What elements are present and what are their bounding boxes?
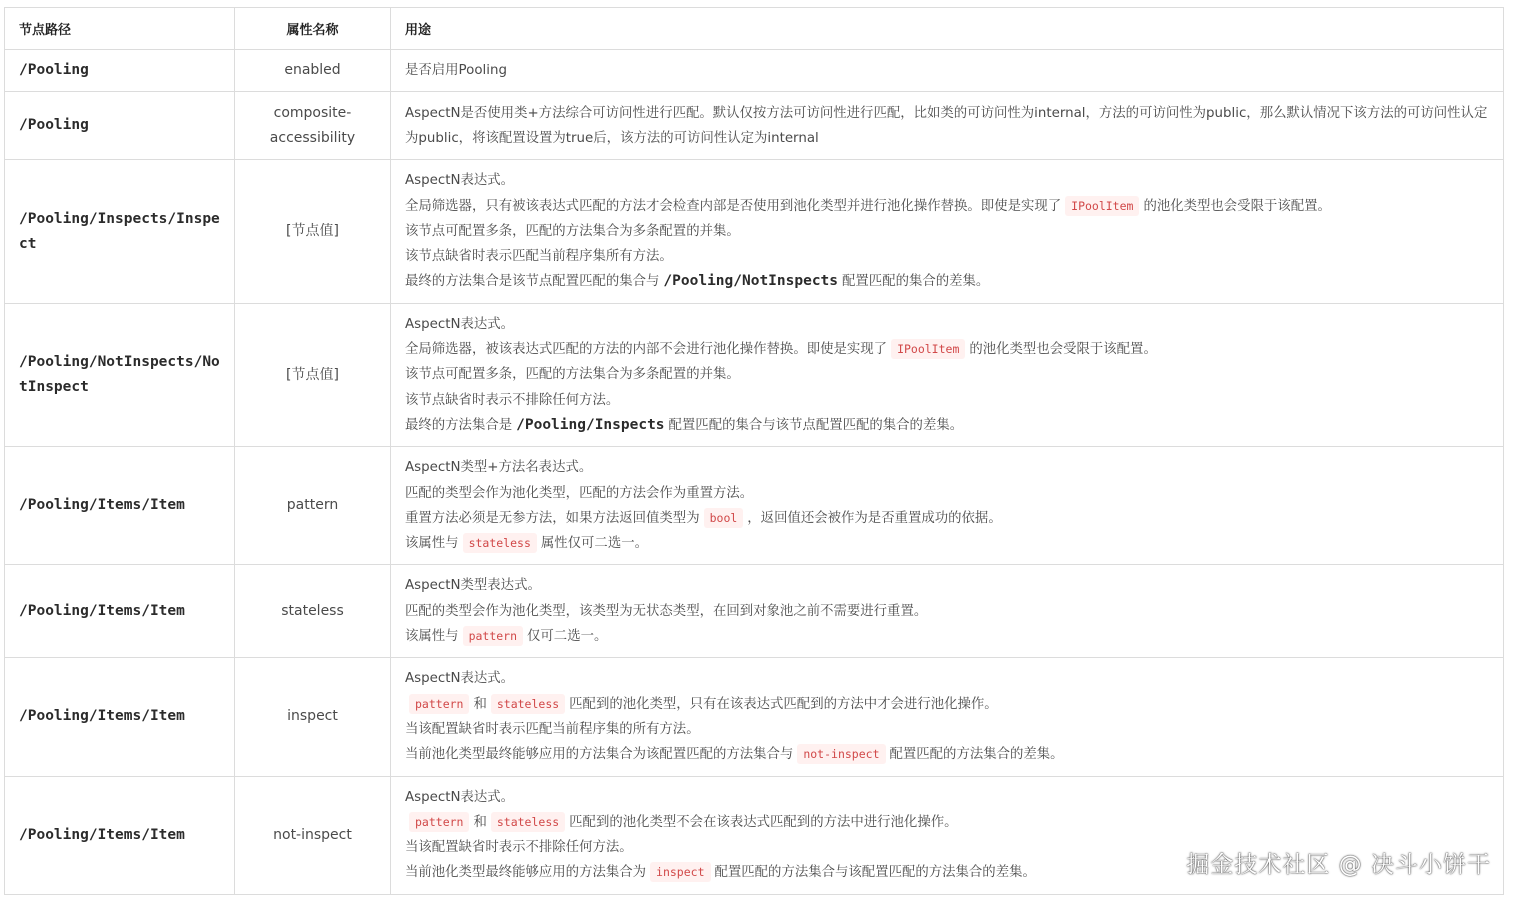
inline-code: not-inspect (797, 744, 885, 764)
usage-text: 配置匹配的方法集合与该配置匹配的方法集合的差集。 (714, 865, 1036, 881)
attribute-name-cell: enabled (235, 50, 391, 92)
usage-text: 的池化类型也会受限于该配置。 (969, 342, 1157, 358)
node-path-reference: /Pooling/Inspects (516, 416, 665, 433)
node-path-cell: /Pooling/Inspects/Inspect (5, 160, 235, 303)
attribute-name-cell: stateless (235, 565, 391, 658)
usage-cell (391, 50, 1504, 92)
table-body (5, 50, 1504, 895)
inline-code: pattern (409, 694, 469, 714)
usage-cell (391, 565, 1504, 658)
usage-text: 最终的方法集合是 (405, 417, 513, 433)
usage-line (405, 455, 1489, 480)
table-row (5, 658, 1504, 776)
usage-line (405, 785, 1489, 810)
usage-text: 当该配置缺省时表示匹配当前程序集的所有方法。 (405, 721, 700, 737)
usage-text: 匹配到的池化类型，只有在该表达式匹配到的方法中才会进行池化操作。 (569, 696, 998, 712)
usage-line (405, 810, 1489, 835)
table-header-row (5, 8, 1504, 50)
usage-line (405, 219, 1489, 244)
inline-code: bool (704, 508, 744, 528)
usage-text: AspectN表达式。 (405, 671, 515, 687)
usage-text: AspectN类型表达式。 (405, 578, 541, 594)
node-path-cell: /Pooling/Items/Item (5, 658, 235, 776)
usage-text: 配置匹配的集合与该节点配置匹配的集合的差集。 (668, 417, 964, 433)
usage-text: 配置匹配的方法集合的差集。 (889, 747, 1064, 763)
attribute-name-cell: [节点值] (235, 160, 391, 303)
usage-line (405, 168, 1489, 193)
table-row (5, 50, 1504, 92)
table-row (5, 160, 1504, 303)
usage-line (405, 58, 1489, 83)
usage-text: 该节点缺省时表示匹配当前程序集所有方法。 (405, 249, 673, 265)
usage-text: 全局筛选器，被该表达式匹配的方法的内部不会进行池化操作替换。即使是实现了 (405, 342, 888, 358)
attribute-name-cell: not-inspect (235, 776, 391, 894)
inline-code: stateless (491, 694, 565, 714)
usage-line (405, 413, 1489, 438)
header-attribute-name: 属性名称 (235, 8, 391, 50)
node-path-reference: /Pooling/NotInspects (663, 273, 839, 290)
usage-line (405, 573, 1489, 598)
usage-cell (391, 658, 1504, 776)
usage-line (405, 506, 1489, 531)
usage-cell (391, 160, 1504, 303)
attribute-name-cell: inspect (235, 658, 391, 776)
usage-line (405, 666, 1489, 691)
usage-line (405, 624, 1489, 649)
usage-text: 该节点可配置多条，匹配的方法集合为多条配置的并集。 (405, 223, 740, 239)
usage-line (405, 481, 1489, 506)
usage-text: 和 (473, 814, 487, 830)
usage-text: 全局筛选器，只有被该表达式匹配的方法才会检查内部是否使用到池化类型并进行池化操作替换。即使是实现了 (405, 198, 1062, 214)
usage-line (405, 599, 1489, 624)
usage-text: 最终的方法集合是该节点配置匹配的集合与 (405, 274, 660, 290)
usage-line (405, 269, 1489, 294)
usage-line (405, 742, 1489, 767)
node-path-cell: /Pooling/NotInspects/NotInspect (5, 303, 235, 446)
usage-text: 重置方法必须是无参方法，如果方法返回值类型为 (405, 510, 700, 526)
usage-text: 匹配的类型会作为池化类型，该类型为无状态类型，在回到对象池之前不需要进行重置。 (405, 603, 928, 619)
table-row (5, 303, 1504, 446)
usage-text: ，返回值还会被作为是否重置成功的依据。 (747, 510, 1002, 526)
usage-text: AspectN是否使用类+方法综合可访问性进行匹配。默认仅按方法可访问性进行匹配，比如类的可访问性为internal，方法的可访问性为public，那么默认情况下该方法的可访问性认定为public，将该配置设置为true后，该方法的可访问性认定为internal (405, 105, 1488, 146)
node-path-cell: /Pooling/Items/Item (5, 776, 235, 894)
usage-text: 当该配置缺省时表示不排除任何方法。 (405, 840, 633, 856)
usage-text: 当前池化类型最终能够应用的方法集合为 (405, 865, 647, 881)
usage-line (405, 388, 1489, 413)
node-path-cell: /Pooling/Items/Item (5, 565, 235, 658)
usage-line (405, 531, 1489, 556)
usage-text: AspectN表达式。 (405, 173, 515, 189)
config-table (4, 7, 1504, 895)
usage-line (405, 194, 1489, 219)
header-node-path: 节点路径 (5, 8, 235, 50)
usage-text: 该节点缺省时表示不排除任何方法。 (405, 392, 620, 408)
inline-code: IPoolItem (891, 339, 965, 359)
inline-code: inspect (650, 862, 710, 882)
table-row (5, 447, 1504, 565)
usage-text: 是否启用Pooling (405, 63, 507, 78)
usage-line (405, 692, 1489, 717)
usage-line (405, 362, 1489, 387)
usage-line (405, 101, 1489, 152)
inline-code: pattern (409, 812, 469, 832)
header-usage: 用途 (391, 8, 1504, 50)
usage-text: 该节点可配置多条，匹配的方法集合为多条配置的并集。 (405, 367, 740, 383)
usage-text: 该属性与 (405, 629, 459, 645)
inline-code: IPoolItem (1065, 196, 1139, 216)
usage-text: 的池化类型也会受限于该配置。 (1143, 198, 1331, 214)
table-row (5, 565, 1504, 658)
usage-text: 仅可二选一。 (527, 629, 608, 645)
inline-code: stateless (463, 533, 537, 553)
usage-text: 配置匹配的集合的差集。 (842, 274, 990, 290)
usage-text: 匹配的类型会作为池化类型，匹配的方法会作为重置方法。 (405, 485, 754, 501)
usage-text: 属性仅可二选一。 (540, 536, 648, 552)
watermark: 掘金技术社区 @ 决斗小饼干 (1186, 852, 1491, 878)
usage-text: AspectN类型+方法名表达式。 (405, 460, 593, 476)
attribute-name-cell: pattern (235, 447, 391, 565)
usage-cell (391, 303, 1504, 446)
usage-text: 当前池化类型最终能够应用的方法集合为该配置匹配的方法集合与 (405, 747, 794, 763)
usage-cell (391, 92, 1504, 160)
usage-text: AspectN表达式。 (405, 316, 515, 332)
usage-cell (391, 447, 1504, 565)
node-path-cell: /Pooling/Items/Item (5, 447, 235, 565)
inline-code: stateless (491, 812, 565, 832)
usage-line (405, 312, 1489, 337)
node-path-cell: /Pooling (5, 50, 235, 92)
usage-text: AspectN表达式。 (405, 789, 515, 805)
usage-line (405, 337, 1489, 362)
attribute-name-cell: composite-accessibility (235, 92, 391, 160)
usage-text: 匹配到的池化类型不会在该表达式匹配到的方法中进行池化操作。 (569, 814, 958, 830)
usage-text: 和 (473, 696, 487, 712)
usage-text: 该属性与 (405, 536, 459, 552)
usage-line (405, 717, 1489, 742)
inline-code: pattern (463, 626, 523, 646)
table-row (5, 92, 1504, 160)
node-path-cell: /Pooling (5, 92, 235, 160)
usage-line (405, 244, 1489, 269)
attribute-name-cell: [节点值] (235, 303, 391, 446)
